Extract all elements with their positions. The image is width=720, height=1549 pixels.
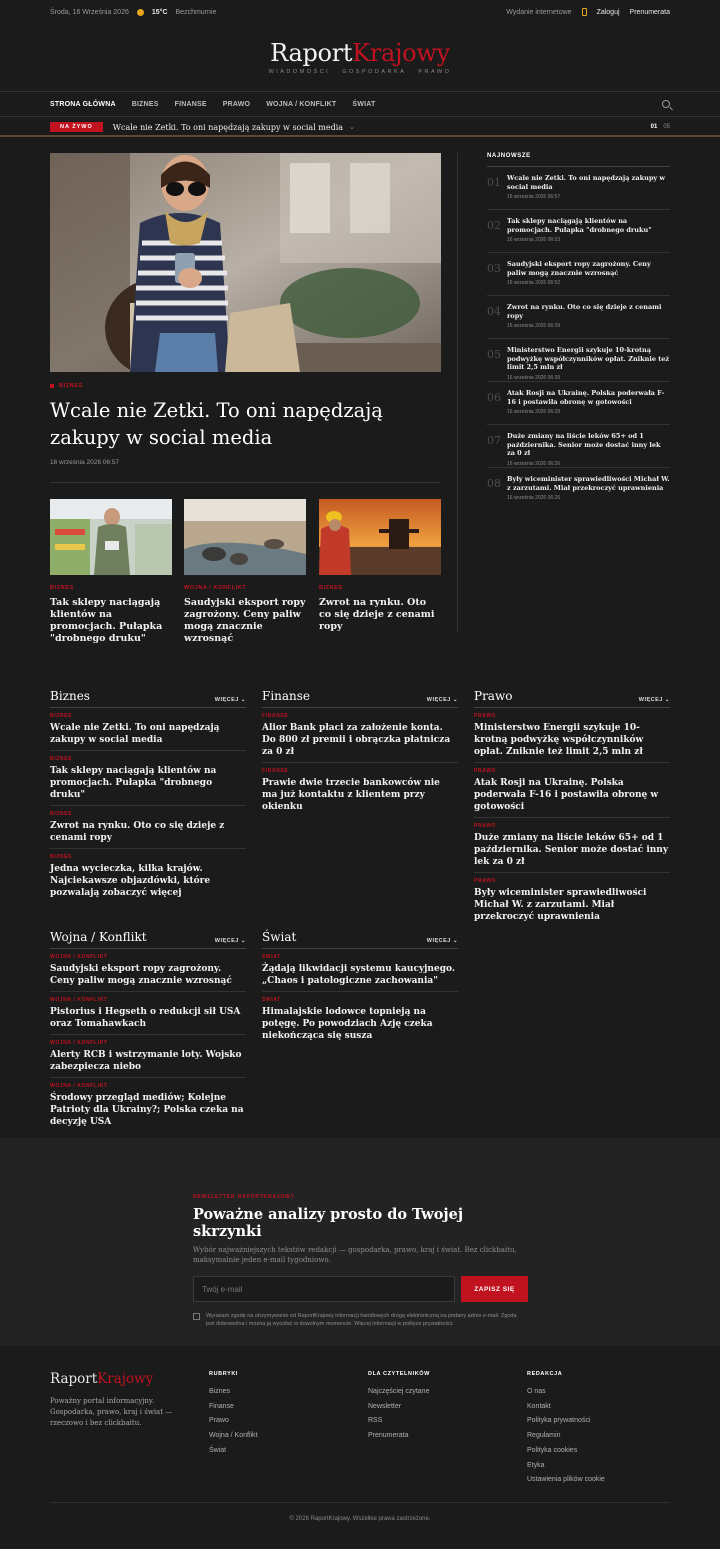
sub-article[interactable] — [184, 499, 306, 645]
footer-link[interactable]: Newsletter — [368, 1402, 402, 1410]
item-title[interactable]: Były wiceminister sprawiedliwości Michał W. z zarzutami. Miał przekroczyć uprawnienia — [474, 888, 647, 922]
list-item[interactable] — [262, 992, 458, 1046]
item-category: WOJNA / KONFLIKT — [50, 997, 108, 1003]
newsletter-form — [193, 1276, 529, 1302]
latest-date: 16 września 2026 06:53 — [507, 237, 561, 243]
sub-article-title[interactable]: Tak sklepy naciągają klientów na promocjach. Pułapka "drobnego druku" — [50, 597, 163, 644]
item-category: ŚWIAT — [262, 997, 281, 1003]
item-title[interactable]: Żądają likwidacji systemu kaucyjnego. „Chaos i patologiczne zachowania" — [262, 964, 455, 986]
latest-number: 05 — [487, 348, 501, 361]
latest-number: 02 — [487, 219, 501, 232]
section-title[interactable]: Prawo — [474, 689, 513, 703]
latest-item[interactable] — [487, 296, 670, 339]
hero-title[interactable]: Wcale nie Zetki. To oni napędzają zakupy w social media — [50, 399, 383, 449]
item-category: FINANSE — [262, 713, 289, 719]
footer-divider — [50, 1502, 670, 1503]
list-item[interactable] — [50, 708, 246, 751]
item-title[interactable]: Ministerstwo Energii szykuje 10-krotną podwyżkę współczynników opłat. Zniknie też limit 2,5 mln zł — [474, 723, 644, 757]
list-item[interactable] — [50, 849, 246, 903]
list-item[interactable] — [262, 708, 458, 763]
nav-swiat[interactable]: ŚWIAT — [352, 100, 376, 108]
ticker-total: 05 — [663, 124, 670, 130]
newsletter-heading: Poważne analizy prosto do Twojej skrzynki — [193, 1206, 464, 1240]
item-title[interactable]: Wcale nie Zetki. To oni napędzają zakupy w social media — [50, 723, 220, 745]
hero-image[interactable] — [50, 153, 441, 372]
section-title[interactable]: Wojna / Konflikt — [50, 930, 147, 944]
item-category: PRAWO — [474, 878, 496, 884]
sub-article[interactable] — [50, 499, 172, 645]
ticker-pager[interactable] — [651, 124, 670, 130]
item-title[interactable]: Alior Bank płaci za założenie konta. Do 800 zł premii i obrączka płatnicza za 0 zł — [262, 723, 451, 757]
subscribe-link[interactable]: Prenumerata — [629, 8, 670, 16]
latest-heading: NAJNOWSZE — [487, 153, 670, 167]
search-icon[interactable] — [662, 100, 670, 108]
item-title[interactable]: Tak sklepy naciągają klientów na promocjach. Pułapka "drobnego druku" — [50, 766, 217, 800]
sub-article-title[interactable]: Saudyjski eksport ropy zagrożony. Ceny paliw mogą znacznie wzrosnąć — [184, 597, 306, 644]
ticker-current: 01 — [650, 124, 658, 130]
item-title[interactable]: Himalajskie lodowce topnieją na potęgę. Po powodziach Azję czeka niekończąca się susza — [262, 1007, 433, 1041]
item-title[interactable]: Saudyjski eksport ropy zagrożony. Ceny paliw mogą znacznie wzrosnąć — [50, 964, 232, 986]
latest-date: 16 września 2026 06:28 — [507, 409, 561, 415]
nav-home[interactable]: STRONA GŁÓWNA — [50, 100, 116, 108]
item-title[interactable]: Duże zmiany na liście leków 65+ od 1 października. Senior może dostać inny lek za 0 zł — [474, 833, 669, 867]
sub-article[interactable] — [319, 499, 441, 633]
item-title[interactable]: Atak Rosji na Ukrainę. Polska poderwała F-16 i postawiła obronę w gotowości — [474, 778, 659, 812]
section-title[interactable]: Finanse — [262, 689, 311, 703]
edition-label: Wydanie internetowe — [506, 8, 572, 16]
logo-tagline — [0, 69, 720, 75]
section-biznes — [50, 689, 246, 903]
latest-date: 16 września 2026 06:39 — [507, 374, 561, 381]
latest-number: 06 — [487, 391, 501, 404]
latest-title[interactable]: Wcale nie Zetki. To oni napędzają zakupy w social media — [507, 174, 665, 191]
footer-column-redakcja — [527, 1371, 605, 1488]
hero-date: 16 września 2026 06:57 — [50, 459, 120, 466]
item-category: PRAWO — [474, 823, 496, 829]
sub-article-image[interactable] — [184, 499, 306, 575]
list-item[interactable] — [50, 751, 246, 806]
phone-icon[interactable] — [582, 8, 587, 16]
footer-logo-part1: Raport — [50, 1371, 98, 1387]
list-item[interactable] — [50, 1078, 246, 1132]
logo-part1: Raport — [270, 39, 353, 67]
sub-article-image[interactable] — [50, 499, 172, 575]
sub-article-title[interactable]: Zwrot na rynku. Oto co się dzieje z cenami ropy — [319, 597, 435, 632]
more-link[interactable]: WIĘCEJ ⌄ — [638, 697, 670, 703]
consent-checkbox[interactable] — [193, 1313, 200, 1320]
footer-link[interactable]: Najczęściej czytane — [368, 1388, 430, 1395]
sub-article-category: BIZNES — [319, 585, 343, 591]
latest-title[interactable]: Saudyjski eksport ropy zagrożony. Ceny paliw mogą znacznie wzrosnąć — [507, 260, 651, 277]
item-category: ŚWIAT — [262, 954, 281, 960]
login-link[interactable]: Zaloguj — [596, 8, 620, 16]
latest-item[interactable] — [487, 210, 670, 253]
copyright: © 2026 RaportKrajowy. Wszelkie prawa zastrzeżone. — [289, 1516, 431, 1522]
list-item[interactable] — [474, 708, 670, 763]
latest-date: 16 września 2026 06:52 — [507, 280, 561, 286]
latest-news — [487, 153, 670, 511]
subscribe-button[interactable]: ZAPISZ SIĘ — [461, 1276, 528, 1302]
latest-number: 03 — [487, 262, 501, 275]
list-item[interactable] — [50, 949, 246, 992]
footer-link[interactable]: Świat — [209, 1446, 227, 1454]
latest-item[interactable] — [487, 339, 670, 382]
footer-link[interactable]: Prenumerata — [368, 1432, 409, 1440]
tagline-word: PRAWO — [418, 69, 452, 75]
more-link[interactable]: WIĘCEJ ⌄ — [426, 697, 458, 703]
section-title[interactable]: Biznes — [50, 689, 90, 703]
item-category: BIZNES — [50, 713, 72, 719]
more-link[interactable]: WIĘCEJ ⌄ — [214, 938, 246, 944]
consent-text: Wyrażam zgodę na otrzymywanie od RaportKrajowy informacji handlowych drogą elektroniczną na podany adres e-mail. Zgoda jest dobrowolna i można ją wycofać w dowolnym momencie. Więcej informacji w polityce prywatności. — [206, 1313, 517, 1327]
item-category: PRAWO — [474, 713, 496, 719]
latest-item[interactable] — [487, 468, 670, 511]
latest-title[interactable]: Były wiceminister sprawiedliwości Michał W. z zarzutami. Miał przekroczyć uprawnienia — [507, 475, 670, 492]
logo-part2: Krajowy — [352, 39, 450, 67]
footer-column-czytelnicy — [368, 1371, 430, 1444]
latest-title[interactable]: Atak Rosji na Ukrainę. Polska poderwała F-16 i postawiła obronę w gotowości — [507, 389, 665, 406]
tagline-word: WIADOMOŚCI — [268, 69, 331, 75]
latest-title[interactable]: Duże zmiany na liście leków 65+ od 1 października. Senior może dostać inny lek za 0 zł — [507, 432, 661, 457]
list-item[interactable] — [262, 949, 458, 992]
email-field[interactable] — [193, 1276, 455, 1302]
nav-finanse[interactable]: FINANSE — [174, 100, 207, 108]
footer-column-heading: REDAKCJA — [527, 1371, 563, 1377]
latest-item[interactable] — [487, 167, 670, 210]
newsletter-eyebrow: NEWSLETTER RAPORTKRAJOWY — [193, 1194, 295, 1200]
section-swiat — [262, 930, 458, 1046]
list-item[interactable] — [50, 1035, 246, 1078]
section-prawo — [474, 689, 670, 927]
footer-column-heading: RUBRYKI — [209, 1371, 239, 1377]
footer-column-heading: DLA CZYTELNIKÓW — [368, 1371, 430, 1377]
list-item[interactable] — [474, 818, 670, 873]
nav-biznes[interactable]: BIZNES — [131, 100, 159, 108]
nav-wojna[interactable]: WOJNA / KONFLIKT — [266, 100, 337, 108]
latest-date: 16 września 2026 06:57 — [507, 194, 561, 200]
footer-link[interactable]: O nas — [527, 1388, 546, 1395]
chevron-down-icon[interactable]: ⌄ — [349, 124, 355, 131]
footer-link[interactable]: Biznes — [209, 1388, 231, 1395]
footer-link[interactable]: Ustawienia plików cookie — [527, 1476, 605, 1484]
list-item[interactable] — [50, 992, 246, 1035]
temperature: 15°C — [151, 8, 168, 16]
top-bar — [50, 0, 670, 24]
list-item[interactable] — [474, 873, 670, 927]
tagline-word: GOSPODARKA — [342, 69, 407, 75]
section-finanse — [262, 689, 458, 817]
live-badge: NA ŻYWO — [50, 122, 103, 132]
weather-desc: Bezchmurnie — [175, 8, 217, 16]
nav-bottom-divider — [0, 116, 720, 117]
footer-link[interactable]: Wojna / Konflikt — [209, 1432, 258, 1440]
latest-item[interactable] — [487, 425, 670, 468]
item-category: WOJNA / KONFLIKT — [50, 954, 108, 960]
footer-link[interactable]: Finanse — [209, 1402, 234, 1410]
item-category: BIZNES — [50, 756, 72, 762]
footer-column-rubryki — [209, 1371, 258, 1459]
hero-divider — [50, 482, 441, 483]
sun-icon — [137, 9, 144, 16]
newsletter-desc: Wybór najważniejszych tekstów redakcji — gospodarka, prawo, kraj i świat. Bez clickbaitu, maksymalnie jeden e-mail tygodniowo. — [193, 1246, 517, 1264]
section-title[interactable]: Świat — [262, 930, 297, 944]
sub-article-category: WOJNA / KONFLIKT — [184, 585, 247, 591]
more-link[interactable]: WIĘCEJ ⌄ — [214, 697, 246, 703]
latest-date: 16 września 2026 06:39 — [507, 323, 561, 329]
item-title[interactable]: Środowy przegląd mediów; Kolejne Patrioty dla Ukrainy?; Polska czeka na decyzję USA — [50, 1093, 244, 1127]
item-category: PRAWO — [474, 768, 496, 774]
latest-number: 04 — [487, 305, 501, 318]
section-wojna — [50, 930, 246, 1132]
news-ticker — [50, 118, 670, 136]
item-title[interactable]: Pistorius i Hegseth o redukcji sił USA oraz Tomahawkach — [50, 1007, 241, 1029]
hero-category-label: BIZNES — [59, 383, 83, 389]
footer-link[interactable]: Kontakt — [527, 1402, 551, 1410]
newsletter-section — [0, 1138, 720, 1346]
consent-row — [193, 1312, 529, 1328]
footer-logo[interactable] — [50, 1371, 153, 1387]
footer-link[interactable]: Polityka prywatności — [527, 1417, 591, 1425]
sub-article-image[interactable] — [319, 499, 441, 575]
list-item[interactable] — [262, 763, 458, 817]
latest-title[interactable]: Zwrot na rynku. Oto co się dzieje z cenami ropy — [507, 303, 662, 320]
latest-item[interactable] — [487, 253, 670, 296]
footer-link[interactable]: Etyka — [527, 1461, 545, 1469]
footer-link[interactable]: Regulamin — [527, 1432, 561, 1440]
item-title[interactable]: Zwrot na rynku. Oto co się dzieje z cenami ropy — [50, 821, 225, 843]
category-marker — [50, 384, 54, 388]
latest-date: 16 września 2026 06:26 — [507, 495, 561, 501]
footer-link[interactable]: Polityka cookies — [527, 1446, 578, 1454]
item-category: WOJNA / KONFLIKT — [50, 1083, 108, 1089]
latest-number: 01 — [487, 176, 501, 189]
main-nav — [50, 92, 670, 116]
item-category: FINANSE — [262, 768, 289, 774]
current-date: Środa, 16 Września 2026 — [50, 8, 129, 16]
latest-title[interactable]: Ministerstwo Energii szykuje 10-krotną podwyżkę współczynników opłat. Zniknie też limit 2,5 mln zł — [507, 346, 670, 371]
hero-category[interactable] — [50, 383, 83, 389]
ticker-headline[interactable]: Wcale nie Zetki. To oni napędzają zakupy w social media — [112, 122, 344, 132]
list-item[interactable] — [50, 806, 246, 849]
item-title[interactable]: Prawie dwie trzecie bankowców nie ma już kontaktu z klientem przy okienku — [262, 778, 440, 812]
item-category: BIZNES — [50, 854, 72, 860]
item-category: BIZNES — [50, 811, 72, 817]
footer-link[interactable]: Prawo — [209, 1417, 229, 1425]
footer-logo-part2: Krajowy — [97, 1371, 154, 1387]
latest-number: 08 — [487, 477, 501, 490]
latest-date: 16 września 2026 06:26 — [507, 460, 561, 467]
item-title[interactable]: Jedna wycieczka, kilka krajów. Najciekawsze objazdówki, które pozwalają zobaczyć więcej — [50, 864, 211, 898]
column-divider — [457, 153, 458, 633]
latest-number: 07 — [487, 434, 501, 447]
item-title[interactable]: Alerty RCB i wstrzymanie loty. Wojsko zabezpiecza niebo — [50, 1050, 242, 1072]
more-link[interactable]: WIĘCEJ ⌄ — [426, 938, 458, 944]
ticker-underline — [0, 135, 720, 137]
footer-description: Poważny portal informacyjny. Gospodarka, prawo, kraj i świat — rzeczowo i bez clickbaitu. — [50, 1397, 173, 1427]
latest-item[interactable] — [487, 382, 670, 425]
site-logo[interactable] — [0, 38, 720, 75]
item-category: WOJNA / KONFLIKT — [50, 1040, 108, 1046]
list-item[interactable] — [474, 763, 670, 818]
footer-link[interactable]: RSS — [368, 1417, 383, 1425]
nav-prawo[interactable]: PRAWO — [222, 100, 251, 108]
latest-title[interactable]: Tak sklepy naciągają klientów na promocjach. Pułapka "drobnego druku" — [507, 217, 652, 234]
sub-article-category: BIZNES — [50, 585, 74, 591]
